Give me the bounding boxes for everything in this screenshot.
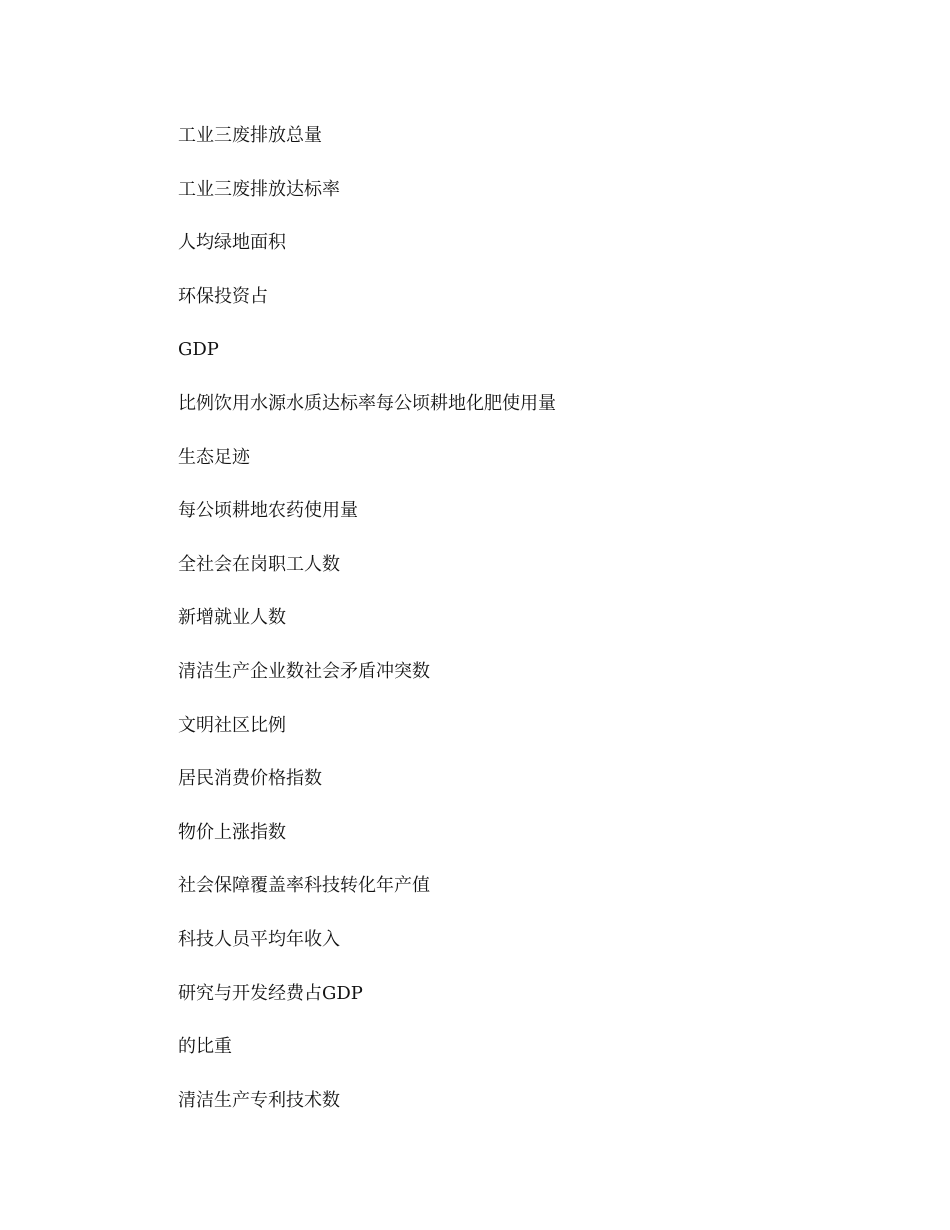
text-line: 每公顷耕地农药使用量 xyxy=(178,500,358,522)
text-line: GDP xyxy=(178,339,219,361)
text-line: 新增就业人数 xyxy=(178,607,286,629)
text-line: 清洁生产企业数社会矛盾冲突数 xyxy=(178,660,430,682)
text-line: 环保投资占 xyxy=(178,285,268,307)
text-line: 科技人员平均年收入 xyxy=(178,928,340,950)
text-line: 清洁生产专利技术数 xyxy=(178,1089,340,1111)
text-line: 居民消费价格指数 xyxy=(178,768,322,790)
text-line: 比例饮用水源水质达标率每公顷耕地化肥使用量 xyxy=(178,392,556,414)
text-line: 社会保障覆盖率科技转化年产值 xyxy=(178,875,430,897)
text-line: 工业三废排放达标率 xyxy=(178,178,340,200)
text-line: 全社会在岗职工人数 xyxy=(178,553,340,575)
text-line: 研究与开发经费占GDP xyxy=(178,982,363,1004)
text-line: 的比重 xyxy=(178,1036,232,1058)
text-line: 工业三废排放总量 xyxy=(178,125,322,146)
text-line: 物价上涨指数 xyxy=(178,821,286,843)
text-line: 文明社区比例 xyxy=(178,714,286,736)
text-line: 生态足迹 xyxy=(178,446,250,468)
text-line: 人均绿地面积 xyxy=(178,232,286,254)
indicator-list xyxy=(178,122,556,1140)
